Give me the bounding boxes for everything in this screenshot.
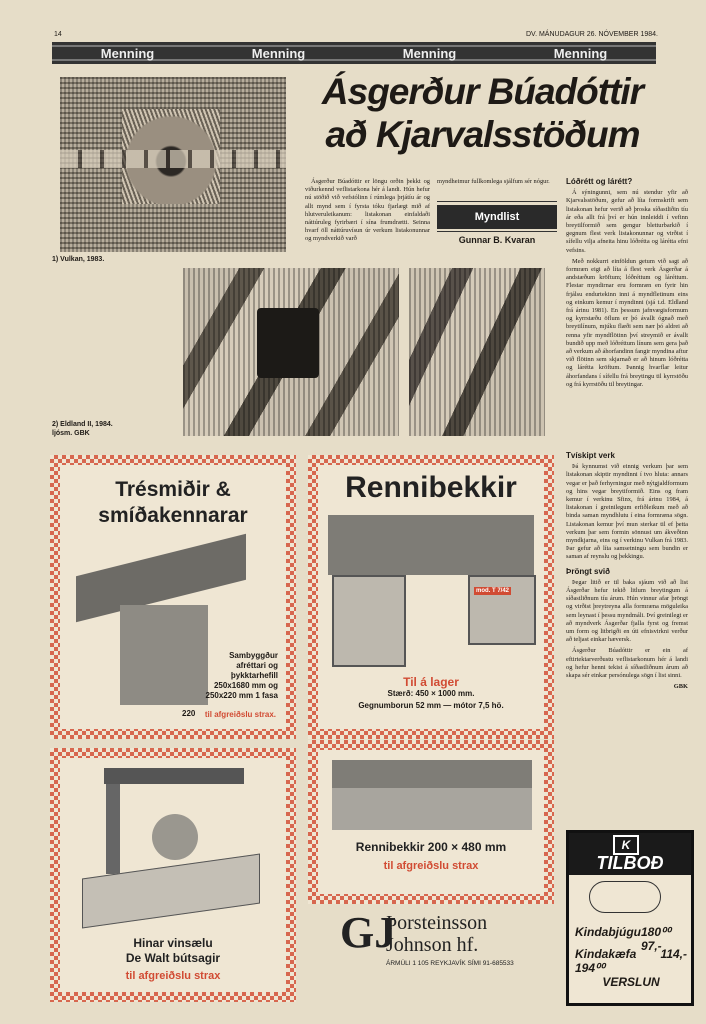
headline xyxy=(305,70,660,156)
tilbod-header xyxy=(569,833,691,875)
caption-2-line-2: ljósm. GBK xyxy=(52,430,90,437)
ad-rennibekkir xyxy=(308,455,554,739)
lathe-head-image xyxy=(328,515,534,575)
date-line: DV. MÁNUDAGUR 26. NÓVEMBER 1984. xyxy=(525,31,658,38)
company-name-line-2: Johnson hf. xyxy=(386,934,479,956)
section-tag: Myndlist xyxy=(437,205,557,229)
tilbod-item: Kindabjúgu xyxy=(575,925,641,939)
ad3-line-1: Hinar vinsælu xyxy=(133,936,213,950)
headline-line-1: Ásgerður Búadóttir xyxy=(321,71,644,112)
body-paragraph: Ásgerður Búadóttir er ein af eftirtektarverðustu veflistarkonum hér á landi og hefur henni tekist á síðastliðnum árum að skapa sér einkar persónulega sögn í list sinni. xyxy=(566,647,688,680)
lathe-cabinet-left xyxy=(332,575,406,667)
ad4-title: Rennibekkir 200 × 480 mm xyxy=(355,840,507,854)
byline: Gunnar B. Kvaran xyxy=(458,235,536,245)
right-column-bottom xyxy=(566,452,688,691)
body-paragraph: Þegar litið er til baka sjáum við að list Ásgerðar hefur tekið litlum breytingum á síðastliðnum tíu árum. Hún vinnur afar þröngt og virðist þreytreyna alla formræna möguleika sem leynast í þessu myndmáli. Því greinilegt er að myndverk Ásgerðar fjalla fyrst og fremst um form og litbrigði en úti efnisvirkni verður að teljast einkar hæversk. xyxy=(566,578,688,644)
caption-2-line-1: 2) Eldland II, 1984. xyxy=(52,421,113,428)
headline-line-2: að Kjarvalsstöðum xyxy=(325,114,640,155)
ad2-detail: Gegnumborun 52 mm — mótor 7,5 hö. xyxy=(358,701,504,710)
rule-bottom xyxy=(437,231,557,232)
ad-tresmidir xyxy=(50,455,296,739)
ad-tilbod xyxy=(566,830,694,1006)
ad3-cta: til afgreiðslu strax xyxy=(125,970,221,982)
artwork-photo-eldland-detail xyxy=(409,268,545,436)
intro-text: Ásgerður Búadóttir er löngu orðin þekkt og viðurkennd veflistarkona hér á landi. Hún hefur nú stöðið við vefstólinn í rúmlega þrjátíu ár og allt mynd sem í fyrsta tóku fjarlægt mið af hlutveruleikanum: listakonan einfaldaði náttúruleg fyrirbæri í sína frumdrætti. Seinna hvarf öll náttúruvísun úr verkum listakonunnar og myndverkið varð xyxy=(305,178,430,243)
artwork-photo-eldland xyxy=(183,268,399,436)
ad-dewalt-panel xyxy=(60,758,286,992)
subhead-tviskipt: Tvískipt verk xyxy=(566,451,615,460)
dark-fringe-block xyxy=(257,308,319,378)
tilbod-illustration xyxy=(589,881,661,913)
planer-base-image xyxy=(120,605,208,705)
body-paragraph: Á sýningunni, sem nú stendur yfir að Kjarvalsstöðum, gefur að líta formskrift sem listakonan hefur verið að þroska síðastliðin tíu ár eða allt frá því er hún innleiddi í vefinn breytilformið sem gengur bletturbarkið í gegnum flest verk listakonunnar og virðist í sífellu vilja afneita hinu lóðrétta og lárétta efni vefsins. xyxy=(566,189,688,254)
right-column-top xyxy=(566,178,688,392)
ad1-spec: 250x220 mm 1 fasa xyxy=(205,691,278,700)
ad4-cta: til afgreiðslu strax xyxy=(383,860,479,872)
body-paragraph: Þá kynnumst við einnig verkum þar sem listakonan skiptir myndinni í tvo hluta: annars vegar er það ferhyrningur með nýtgjaldformum og hins vegar breytiformið. Eins og fram kemur í verkinu Sfinx, frá árinu 1984, á listakonan í greinilegum erfiðleikum með að binda saman myndhlutu í eina formræna sögn. Listakonan kemur því mun sterkar til ef þetta verkum þar sem formin sönnust um ákveðinn myndkjarna, eins og í verkinu Vulkan frá 1983. Þar gefur að líta samsetningu sem bundin er saman af reynslu og þekkingu. xyxy=(566,463,688,561)
tilbod-price: 114,- xyxy=(660,947,687,961)
ad1-spec: Sambyggður xyxy=(229,651,278,660)
ad-rennibekkir-small-panel xyxy=(318,750,544,894)
ad3-line-2: De Walt bútsagir xyxy=(125,951,221,965)
section-label: Menning xyxy=(100,45,155,61)
saw-arm-image xyxy=(104,768,244,784)
tilbod-footer xyxy=(575,975,687,989)
section-band xyxy=(52,42,656,64)
ad2-size: Stærð: 450 × 1000 mm. xyxy=(387,689,475,698)
ad1-spec: 250x1680 mm og xyxy=(213,681,278,690)
ad1-model: 220 xyxy=(182,709,196,718)
ad1-cta: til afgreiðslu strax. xyxy=(204,710,276,719)
caption-1: 1) Vulkan, 1983. xyxy=(52,256,105,263)
company-monogram: GJ xyxy=(340,908,397,957)
tilbod-footer-text: VERSLUN xyxy=(602,975,660,989)
ad-dewalt xyxy=(50,748,296,1002)
subhead-throngt: Þröngt svið xyxy=(566,566,611,576)
section-label: Menning xyxy=(402,45,457,61)
lathe-cabinet-right xyxy=(468,575,536,645)
ad1-spec: þykktarhefill xyxy=(230,671,278,680)
section-label: Menning xyxy=(553,45,608,61)
lathe-plate: mod. T 7/42 xyxy=(476,588,510,594)
ad2-stock: Til á lager xyxy=(403,675,459,689)
woven-band xyxy=(60,150,286,168)
saw-column-image xyxy=(106,784,120,874)
page-number: 14 xyxy=(54,31,62,38)
caption-2 xyxy=(52,420,113,438)
ad2-title: Rennibekkir xyxy=(345,471,517,504)
section-label: Menning xyxy=(251,45,306,61)
saw-blade-image xyxy=(152,814,198,860)
intro-cont-text: myndheimur fullkomlega sjálfum sér nógur. xyxy=(437,178,550,185)
tilbod-row xyxy=(575,947,687,975)
ad-rennibekkir-small xyxy=(308,740,554,904)
signature: GBK xyxy=(673,683,688,691)
tilbod-item: Kindakæfa 194⁰⁰ xyxy=(575,947,637,975)
artwork-photo-vulkan xyxy=(60,77,286,252)
intro-column xyxy=(305,178,430,247)
ad1-specs xyxy=(206,651,279,701)
ad1-title-line-2: smíðakennarar xyxy=(98,504,248,527)
ad-rennibekkir-panel xyxy=(318,465,544,729)
ad-tresmidir-panel xyxy=(60,465,286,729)
tilbod-logo-letter: K xyxy=(613,835,639,855)
ad1-title-line-1: Trésmiðir & xyxy=(115,478,231,501)
subhead-lodrett: Lóðrétt og lárétt? xyxy=(566,177,633,186)
company-name-line-1: Þorsteinsson xyxy=(386,912,488,934)
company-logo xyxy=(340,908,540,978)
small-lathe-image xyxy=(332,760,532,830)
body-paragraph: Með nokkurri einföldun getum við sagt að formræn eigi að líta á flest verk Ásgerðar á andstæðum kröftum; lóðréttum og láréttum. Flestar myndirnar eru formræn en fyrir hin frjálsu endurtekinn inni á myndfletinum eins og einkum kemur í myndinni (sjá t.d. Eldland frá árinu 1981). En þessum jafnvægisformum og kyrrstæðu öflum er þó ávallt ógnað með breytilínum, mjúku flæði sem nær þó aldrei að renna yfir myndflötinn því streymið er ávallt bundið upp með lóðréttum línum sem gera það að verkum að áhorfandinn fangir myndina aftur við flötinn sem skjarnað er að hinum lóðrétta og lárétta kröftum. Þannig hvarflar leitur áhorfandans í sífellu frá breytingu til kyrrstöðu og frá kyrrstöðu til breytingar. xyxy=(566,257,688,388)
intro-continued xyxy=(437,178,557,189)
company-address: ÁRMÚLI 1 105 REYKJAVÍK SÍMI 91-685533 xyxy=(386,960,514,967)
tilbod-price: 180⁰⁰ 97,- xyxy=(641,925,671,953)
ad1-spec: afréttari og xyxy=(236,661,278,670)
tilbod-title: TILBOÐ xyxy=(596,853,664,873)
rule-top xyxy=(437,201,557,202)
